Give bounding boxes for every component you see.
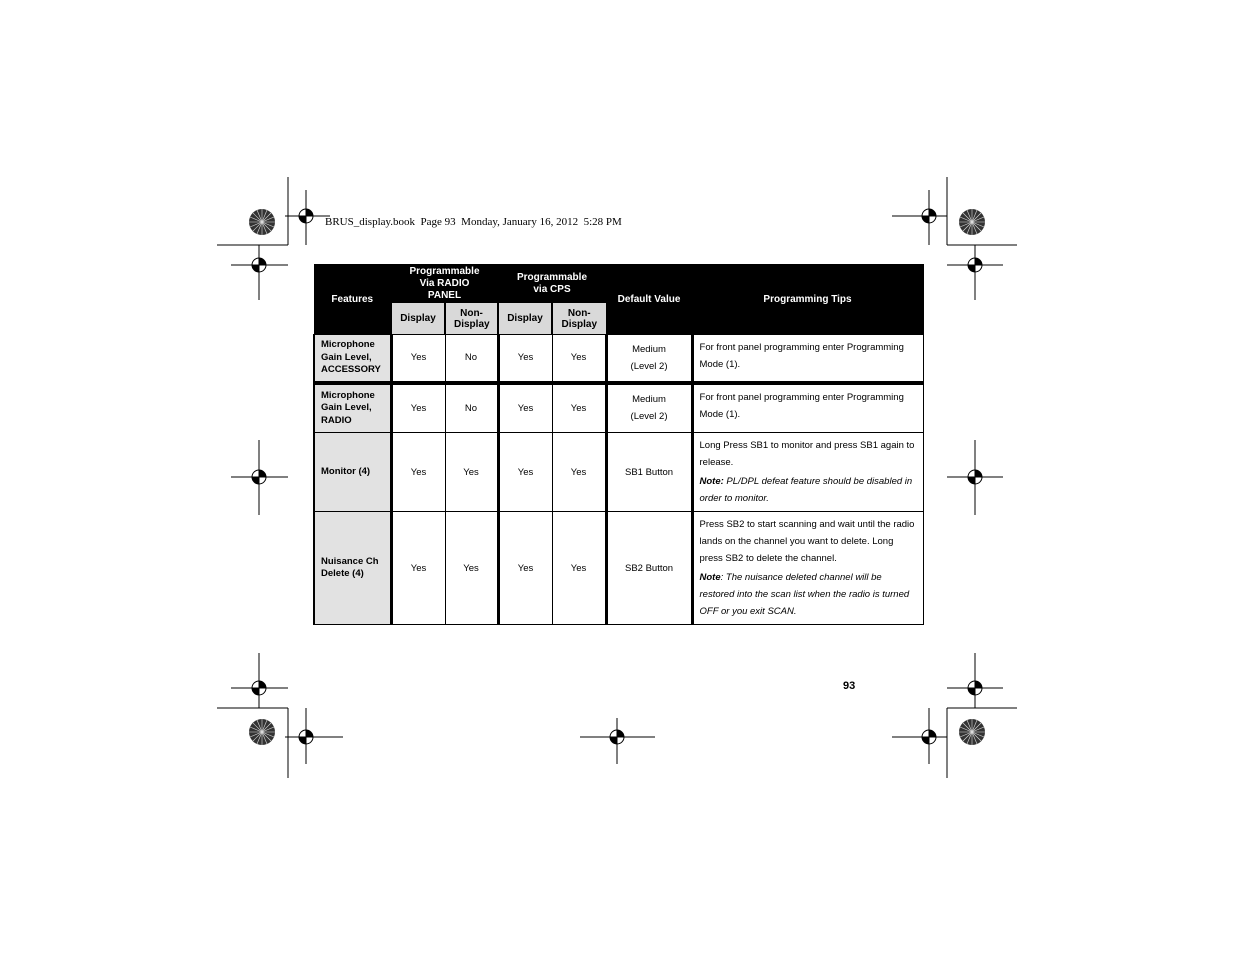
header-programming-tips: Programming Tips [692,265,923,335]
tip-note [700,473,917,507]
default-value-line2: (Level 2) [630,411,668,423]
programming-tip [692,383,923,433]
note-text: PL/DPL defeat feature should be disabled in order to monitor. [699,476,913,504]
tip-text: For front panel programming enter Programming Mode (1). [699,391,904,420]
subheader-display: Display [498,303,552,335]
table-row [314,383,923,433]
note-label: Note: [699,476,724,487]
rp-display-value: Yes [391,433,445,512]
feature-name: Microphone Gain Level, ACCESSORY [314,335,391,383]
cps-display-value: Yes [498,335,552,383]
cps-non-display-value: Yes [552,433,606,512]
note-label: Note [699,572,721,583]
cps-display-value: Yes [498,383,552,433]
cps-non-display-value: Yes [552,512,606,625]
feature-name: Monitor (4) [314,433,391,512]
cps-display-value: Yes [498,433,552,512]
default-value-line1: Medium [632,343,666,355]
subheader-non-display: Non-Display [445,303,498,335]
header-prog-cps: Programmable via CPS [498,265,606,303]
tip-text: Press SB2 to start scanning and wait until the radio lands on the channel you want to delete. Long press SB2 to delete the channel. [699,519,915,564]
feature-name: Microphone Gain Level, RADIO [314,383,391,433]
rp-display-value: Yes [391,335,445,383]
rp-display-value: Yes [391,383,445,433]
rp-non-display-value: No [445,383,498,433]
subheader-display: Display [391,303,445,335]
tip-text: Long Press SB1 to monitor and press SB1 again to release. [699,440,915,468]
rp-non-display-value: Yes [445,433,498,512]
rp-non-display-value: Yes [445,512,498,625]
default-value-line1: Medium [632,394,666,406]
default-value-line1: SB1 Button [624,466,674,478]
default-value-line1: SB2 Button [624,562,674,574]
default-value-line2: (Level 2) [630,360,668,372]
header-features: Features [314,265,391,335]
default-value [606,383,692,433]
subheader-non-display: Non-Display [552,303,606,335]
default-value [606,433,692,512]
rp-display-value: Yes [391,512,445,625]
table-row [314,335,923,383]
table-row [314,512,923,625]
tip-note [700,569,917,620]
cps-display-value: Yes [498,512,552,625]
programming-tip [692,433,923,512]
header-prog-radio-panel: Programmable Via RADIO PANEL [391,265,498,303]
cps-non-display-value: Yes [552,335,606,383]
programming-tip [692,335,923,383]
feature-table [313,264,924,625]
rp-non-display-value: No [445,335,498,383]
header-default-value: Default Value [606,265,692,335]
programming-tip [692,512,923,625]
table-row [314,433,923,512]
print-header: BRUS_display.book Page 93 Monday, January 16, 2012 5:28 PM [325,216,622,228]
default-value [606,512,692,625]
cps-non-display-value: Yes [552,383,606,433]
default-value [606,335,692,383]
feature-name: Nuisance Ch Delete (4) [314,512,391,625]
tip-text: For front panel programming enter Programming Mode (1). [699,342,904,370]
page-number: 93 [843,680,856,692]
note-text: : The nuisance deleted channel will be restored into the scan list when the radio is turned OFF or you exit SCAN. [699,572,910,617]
